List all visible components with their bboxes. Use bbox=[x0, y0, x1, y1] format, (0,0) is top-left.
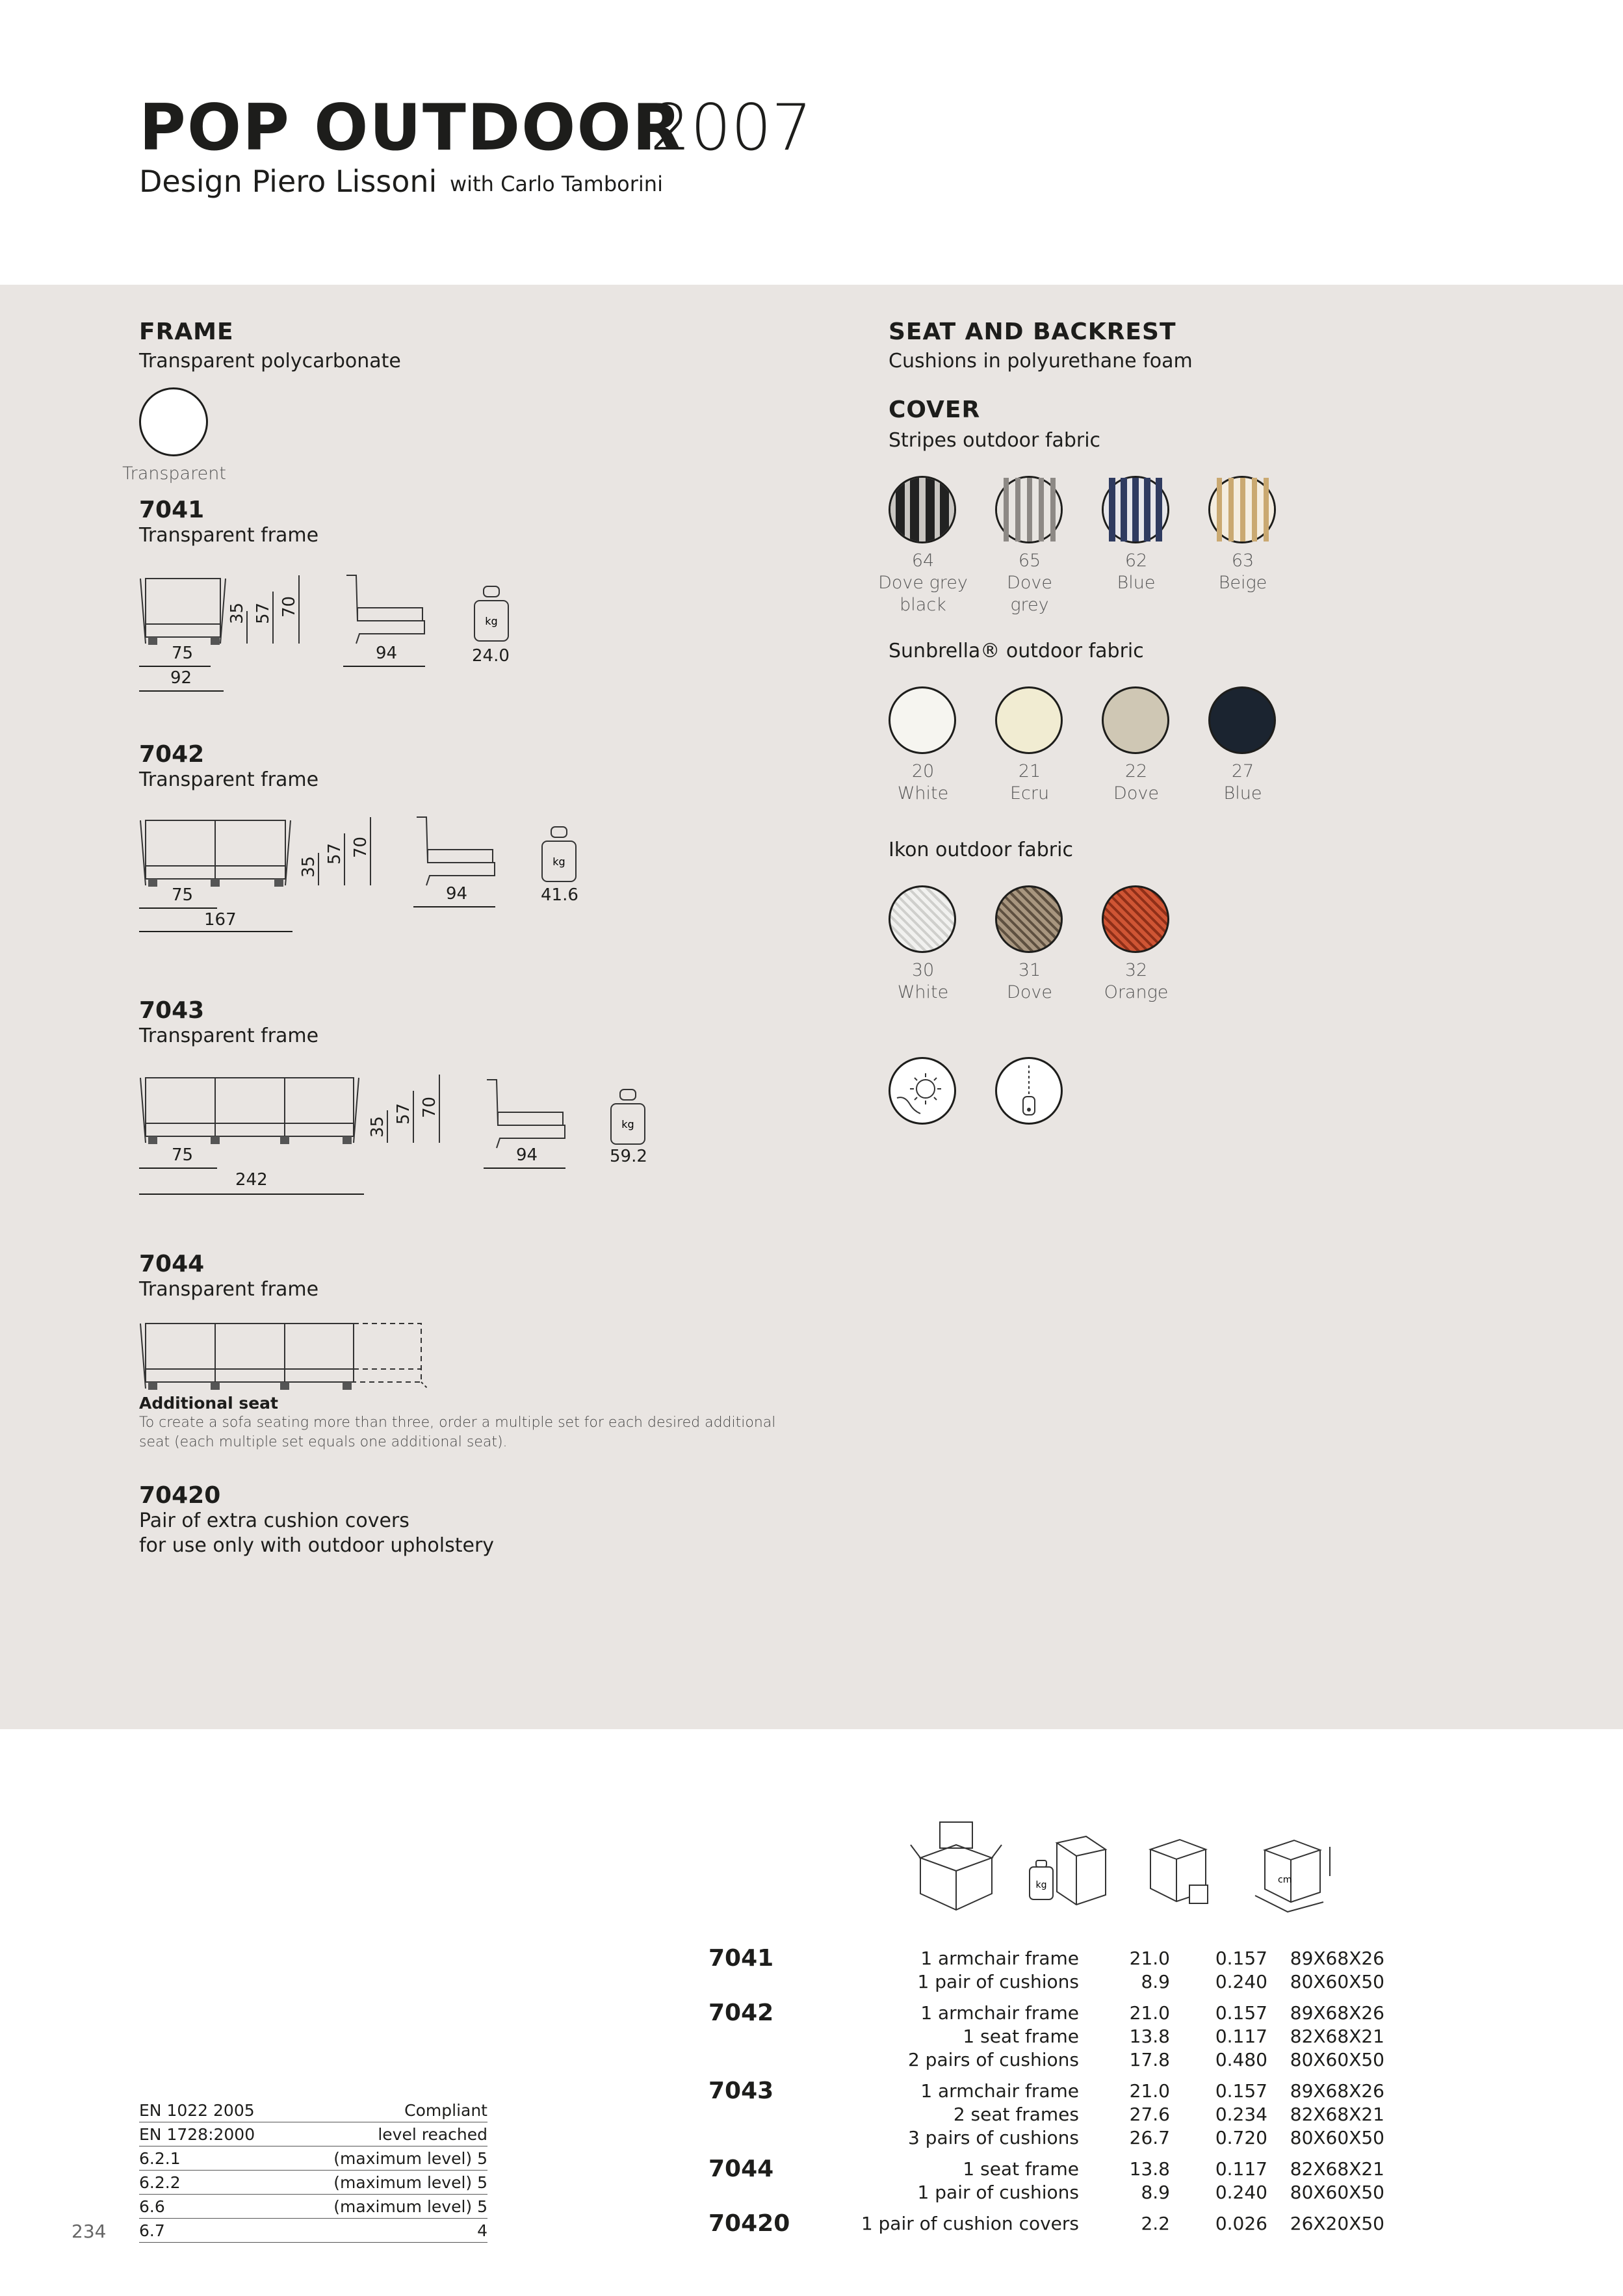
weight-icon bbox=[472, 584, 511, 644]
cert-standard: EN 1728:2000 bbox=[139, 2125, 255, 2144]
swatch-caption: 65 Dove grey bbox=[1007, 551, 1052, 615]
pack-m3: 0.234 bbox=[1215, 2104, 1267, 2125]
cert-standard: 6.7 bbox=[139, 2221, 165, 2240]
dim-line bbox=[139, 690, 224, 692]
swatch-caption: 30 White bbox=[897, 960, 949, 1002]
cert-standard: 6.2.1 bbox=[139, 2149, 181, 2168]
pack-item: 3 pairs of cushions bbox=[907, 2127, 1079, 2148]
stripe-pattern bbox=[1210, 478, 1274, 541]
pack-code: 7043 bbox=[708, 2078, 774, 2104]
dim-line bbox=[139, 907, 217, 909]
cert-result: 4 bbox=[477, 2221, 487, 2240]
seat-width: 75 bbox=[172, 644, 194, 663]
weight-icon-text: kg bbox=[621, 1118, 634, 1130]
cert-row bbox=[139, 2148, 487, 2171]
pack-code: 70420 bbox=[708, 2210, 790, 2237]
product-code: 7041 bbox=[139, 497, 205, 523]
dim-line bbox=[139, 666, 211, 667]
fabric-name: Stripes outdoor fabric bbox=[889, 429, 1101, 452]
pack-kg: 17.8 bbox=[1129, 2049, 1170, 2070]
dim-line bbox=[139, 931, 292, 932]
product-year: 2007 bbox=[650, 91, 812, 165]
swatch-caption: 20 White bbox=[897, 761, 949, 803]
side-drawing bbox=[413, 814, 498, 885]
package-volume-icon bbox=[1144, 1833, 1222, 1911]
height-arm: 57 bbox=[253, 602, 273, 624]
cert-standard: 6.2.2 bbox=[139, 2173, 181, 2192]
product-title: POP OUTDOOR bbox=[139, 91, 683, 165]
dim-line bbox=[139, 1168, 217, 1169]
dim-line bbox=[139, 1194, 364, 1195]
pack-dims: 82X68X21 bbox=[1290, 2104, 1384, 2125]
depth: 94 bbox=[376, 644, 398, 663]
page-number: 234 bbox=[71, 2221, 107, 2242]
seat-width: 75 bbox=[172, 1145, 194, 1165]
pack-item: 2 seat frames bbox=[953, 2104, 1079, 2125]
package-weight-icon bbox=[1024, 1833, 1109, 1911]
seat-text: Cushions in polyurethane foam bbox=[889, 350, 1193, 372]
pack-dims: 89X68X26 bbox=[1290, 1948, 1384, 1969]
designer: Design Piero Lissoni bbox=[139, 164, 437, 199]
pack-item: 1 armchair frame bbox=[920, 2002, 1079, 2024]
sun-resistant-glyph bbox=[890, 1059, 954, 1123]
three-seat-front-drawing bbox=[139, 1071, 367, 1149]
swatch-caption: 62 Blue bbox=[1117, 551, 1156, 593]
pack-m3: 0.240 bbox=[1215, 1971, 1267, 1992]
cm-glyph: cm bbox=[1278, 1875, 1292, 1885]
pack-dims: 80X60X50 bbox=[1290, 2182, 1384, 2203]
cert-standard: 6.6 bbox=[139, 2197, 165, 2216]
fabric-swatch[interactable] bbox=[889, 885, 956, 953]
extra-code: 70420 bbox=[139, 1482, 221, 1509]
height-total: 70 bbox=[351, 836, 370, 858]
cert-result: level reached bbox=[378, 2125, 487, 2144]
product-code: 7043 bbox=[139, 997, 205, 1024]
pack-m3: 0.117 bbox=[1215, 2026, 1267, 2047]
cert-row bbox=[139, 2172, 487, 2195]
cert-result: (maximum level) 5 bbox=[333, 2149, 487, 2168]
removable-cover-icon bbox=[995, 1057, 1063, 1125]
additional-seat-text: seat (each multiple set equals one additional seat). bbox=[139, 1434, 508, 1450]
pack-m3: 0.157 bbox=[1215, 1948, 1267, 1969]
pack-item: 1 pair of cushions bbox=[917, 2182, 1079, 2203]
pack-code: 7042 bbox=[708, 2000, 774, 2026]
weight-icon bbox=[539, 824, 578, 884]
pack-item: 1 pair of cushion covers bbox=[861, 2213, 1079, 2234]
fabric-swatch[interactable] bbox=[995, 686, 1063, 754]
seat-heading: SEAT AND BACKREST bbox=[889, 319, 1176, 345]
zipper-glyph bbox=[997, 1059, 1061, 1123]
pack-m3: 0.480 bbox=[1215, 2049, 1267, 2070]
pack-item: 2 pairs of cushions bbox=[907, 2049, 1079, 2070]
pack-kg: 26.7 bbox=[1129, 2127, 1170, 2148]
frame-heading: FRAME bbox=[139, 319, 234, 345]
pack-kg: 8.9 bbox=[1141, 2182, 1170, 2203]
height-arm: 57 bbox=[394, 1102, 413, 1125]
height-seat: 35 bbox=[227, 602, 247, 624]
pack-code: 7044 bbox=[708, 2156, 774, 2182]
pack-item: 1 pair of cushions bbox=[917, 1971, 1079, 1992]
pack-m3: 0.157 bbox=[1215, 2002, 1267, 2024]
total-width: 92 bbox=[170, 668, 192, 688]
cert-result: Compliant bbox=[404, 2101, 487, 2120]
pack-kg: 21.0 bbox=[1129, 2002, 1170, 2024]
total-width: 242 bbox=[235, 1170, 268, 1190]
pack-kg: 2.2 bbox=[1141, 2213, 1170, 2234]
additional-seat-text: To create a sofa seating more than three, order a multiple set for each desired additional bbox=[139, 1415, 776, 1431]
fabric-swatch[interactable] bbox=[1208, 476, 1276, 543]
transparent-swatch-label: Transparent bbox=[122, 463, 226, 484]
pack-kg: 21.0 bbox=[1129, 1948, 1170, 1969]
pack-item: 1 armchair frame bbox=[920, 2080, 1079, 2102]
swatch-caption: 64 Dove grey black bbox=[878, 551, 968, 615]
seat-width: 75 bbox=[172, 885, 194, 905]
swatch-caption: 32 Orange bbox=[1104, 960, 1169, 1002]
pack-item: 1 seat frame bbox=[963, 2158, 1079, 2180]
armchair-side-drawing bbox=[343, 572, 428, 644]
total-width: 167 bbox=[204, 910, 237, 930]
pack-dims: 80X60X50 bbox=[1290, 2049, 1384, 2070]
armchair-front-drawing bbox=[139, 572, 230, 650]
pack-kg: 27.6 bbox=[1129, 2104, 1170, 2125]
cert-row bbox=[139, 2124, 487, 2146]
product-desc: Transparent frame bbox=[139, 768, 319, 791]
stripe-pattern bbox=[890, 478, 954, 541]
swatch-caption: 63 Beige bbox=[1218, 551, 1267, 593]
height-total: 70 bbox=[279, 595, 299, 618]
side-drawing bbox=[484, 1076, 568, 1148]
sun-resistant-icon bbox=[889, 1057, 956, 1125]
fabric-name: Ikon outdoor fabric bbox=[889, 839, 1073, 861]
extra-line: Pair of extra cushion covers bbox=[139, 1509, 409, 1532]
pack-code: 7041 bbox=[708, 1945, 774, 1972]
depth: 94 bbox=[446, 884, 468, 904]
weight-icon-text: kg bbox=[552, 855, 565, 868]
height-seat: 35 bbox=[368, 1115, 387, 1138]
fabric-swatch[interactable] bbox=[995, 476, 1063, 543]
fabric-swatch[interactable] bbox=[889, 476, 956, 543]
cert-standard: EN 1022 2005 bbox=[139, 2101, 255, 2120]
swatch-caption: 22 Dove bbox=[1113, 761, 1159, 803]
stripe-pattern bbox=[997, 478, 1061, 541]
weight-icon-text: kg bbox=[485, 615, 498, 627]
cert-row bbox=[139, 2220, 487, 2243]
height-arm: 57 bbox=[325, 842, 344, 865]
pack-dims: 80X60X50 bbox=[1290, 1971, 1384, 1992]
product-code: 7044 bbox=[139, 1251, 205, 1277]
pack-dims: 80X60X50 bbox=[1290, 2127, 1384, 2148]
dim-line bbox=[343, 666, 425, 667]
pack-dims: 26X20X50 bbox=[1290, 2213, 1384, 2234]
cert-row bbox=[139, 2100, 487, 2122]
swatch-caption: 27 Blue bbox=[1223, 761, 1262, 803]
weight: 41.6 bbox=[541, 885, 578, 905]
pack-m3: 0.157 bbox=[1215, 2080, 1267, 2102]
product-desc: Transparent frame bbox=[139, 1278, 319, 1301]
collaborator: with Carlo Tamborini bbox=[450, 172, 663, 196]
weight-icon bbox=[608, 1087, 647, 1147]
two-seat-front-drawing bbox=[139, 814, 295, 892]
pack-dims: 82X68X21 bbox=[1290, 2026, 1384, 2047]
pack-kg: 13.8 bbox=[1129, 2158, 1170, 2180]
pack-dims: 82X68X21 bbox=[1290, 2158, 1384, 2180]
fabric-swatch[interactable] bbox=[1102, 476, 1169, 543]
fabric-name: Sunbrella® outdoor fabric bbox=[889, 640, 1144, 662]
extra-line: for use only with outdoor upholstery bbox=[139, 1534, 495, 1557]
pack-dims: 89X68X26 bbox=[1290, 2080, 1384, 2102]
cert-result: (maximum level) 5 bbox=[333, 2173, 487, 2192]
product-desc: Transparent frame bbox=[139, 524, 319, 547]
pack-m3: 0.240 bbox=[1215, 2182, 1267, 2203]
dim-line bbox=[413, 906, 495, 907]
pack-item: 1 seat frame bbox=[963, 2026, 1079, 2047]
cover-heading: COVER bbox=[889, 397, 981, 423]
fabric-swatch[interactable] bbox=[1102, 885, 1169, 953]
pack-item: 1 armchair frame bbox=[920, 1948, 1079, 1969]
pack-m3: 0.720 bbox=[1215, 2127, 1267, 2148]
pack-m3: 0.026 bbox=[1215, 2213, 1267, 2234]
fabric-swatch[interactable] bbox=[889, 686, 956, 754]
dim-line bbox=[484, 1168, 565, 1169]
product-code: 7042 bbox=[139, 741, 205, 768]
package-contents-icon bbox=[907, 1819, 1005, 1916]
cert-row bbox=[139, 2196, 487, 2219]
weight: 24.0 bbox=[472, 646, 510, 666]
frame-material: Transparent polycarbonate bbox=[139, 350, 401, 372]
pack-dims: 89X68X26 bbox=[1290, 2002, 1384, 2024]
pack-kg: 13.8 bbox=[1129, 2026, 1170, 2047]
weight: 59.2 bbox=[610, 1147, 647, 1166]
stripe-pattern bbox=[1104, 478, 1167, 541]
pack-m3: 0.117 bbox=[1215, 2158, 1267, 2180]
transparent-swatch[interactable] bbox=[139, 387, 208, 456]
depth: 94 bbox=[516, 1145, 538, 1165]
pack-kg: 8.9 bbox=[1141, 1971, 1170, 1992]
fabric-swatch[interactable] bbox=[1208, 686, 1276, 754]
package-dimensions-icon bbox=[1252, 1831, 1362, 1915]
pack-kg: 21.0 bbox=[1129, 2080, 1170, 2102]
fabric-swatch[interactable] bbox=[1102, 686, 1169, 754]
swatch-caption: 31 Dove bbox=[1007, 960, 1052, 1002]
additional-seat-title: Additional seat bbox=[139, 1394, 279, 1413]
product-desc: Transparent frame bbox=[139, 1024, 319, 1047]
height-total: 70 bbox=[420, 1096, 439, 1118]
fabric-swatch[interactable] bbox=[995, 885, 1063, 953]
swatch-caption: 21 Ecru bbox=[1009, 761, 1050, 803]
cert-result: (maximum level) 5 bbox=[333, 2197, 487, 2216]
height-seat: 35 bbox=[299, 855, 318, 878]
multi-seat-drawing bbox=[139, 1317, 438, 1395]
kg-glyph: kg bbox=[1035, 1880, 1047, 1890]
